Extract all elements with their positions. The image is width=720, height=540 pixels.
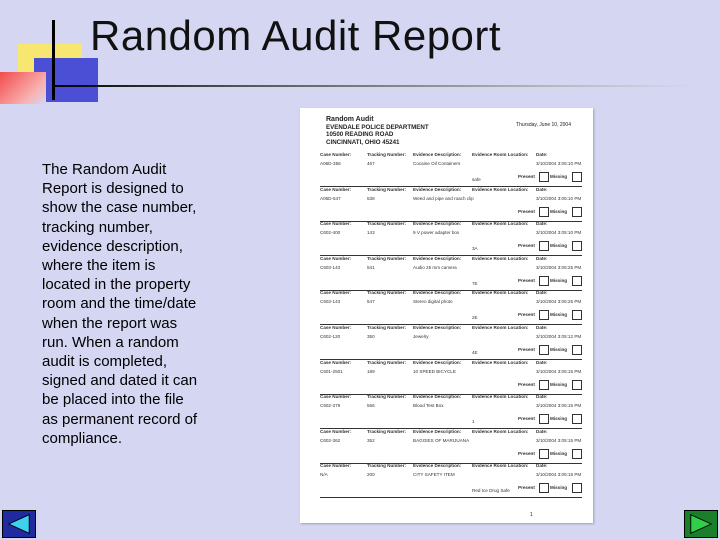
record-date-label: Date: [536, 221, 548, 227]
record-date-value: 3/10/2004 3:05:10 PM [536, 161, 582, 166]
record-date-value: 3/10/2004 3:05:15 PM [536, 368, 582, 374]
record-present-checkbox [539, 380, 549, 390]
record-missing-label: Missing [550, 243, 568, 249]
record-location-value: 2E [472, 315, 478, 321]
record-room-label: Evidence Room Location: [472, 359, 529, 365]
record-missing-label: Missing [550, 174, 568, 179]
record-case-value: C603-143 [320, 299, 341, 305]
record-case-value: C601-2501 [320, 368, 343, 374]
record-evidence-value: 10 SPEED BICYCLE [413, 368, 456, 374]
report-thumbnail [300, 108, 593, 523]
record-date-value: 3/10/2004 3:05:10 PM [536, 230, 582, 236]
report-street: 10500 READING ROAD [326, 131, 394, 139]
decor-horizontal-rule [52, 85, 690, 87]
record-present-label: Present [518, 312, 535, 318]
record-evidence-label: Evidence Description: [413, 152, 462, 157]
next-arrow-icon [685, 511, 717, 537]
record-present-label: Present [518, 208, 535, 214]
decor-red-square [0, 72, 46, 104]
record-present-checkbox [539, 276, 549, 286]
record-missing-label: Missing [550, 381, 568, 387]
record-evidence-label: Evidence Description: [413, 255, 462, 261]
record-tracking-value: 350 [367, 334, 375, 339]
report-record [320, 463, 582, 498]
record-tracking-label: Tracking Number: [367, 463, 407, 469]
record-date-label: Date: [536, 359, 548, 365]
record-case-label: Case Number: [320, 255, 352, 261]
record-case-label: Case Number: [320, 463, 352, 469]
record-date-label: Date: [536, 290, 548, 296]
report-record [320, 152, 582, 187]
record-location-value: safe [472, 177, 481, 182]
record-date-value: 3/10/2004 3:05:15 PM [536, 437, 582, 443]
record-case-value: N/A [320, 472, 328, 478]
record-evidence-value: BAGGIES OF MARIJUANA [413, 437, 470, 443]
record-room-label: Evidence Room Location: [472, 428, 529, 434]
record-missing-checkbox [572, 276, 582, 286]
record-present-checkbox [539, 310, 549, 320]
record-case-value: C602-362 [320, 437, 341, 443]
prev-slide-button[interactable] [2, 510, 36, 538]
record-tracking-label: Tracking Number: [367, 152, 407, 157]
record-present-label: Present [518, 277, 535, 283]
slide-body-text: The Random Audit Report is designed to show the case number, tracking number, evidence description, where the item is located in the property room and the time/date when the report was run. When a random audit is completed, signed and dated it can be placed into the file as permanent record of compliance. [42, 161, 198, 447]
record-tracking-label: Tracking Number: [367, 359, 407, 365]
record-case-label: Case Number: [320, 221, 352, 227]
record-present-label: Present [518, 485, 535, 491]
report-heading: Random Audit [326, 116, 374, 123]
record-tracking-value: 189 [367, 368, 375, 374]
record-missing-label: Missing [550, 277, 568, 283]
record-evidence-value: Blood Test Box [413, 403, 444, 409]
record-case-label: Case Number: [320, 325, 352, 330]
record-tracking-value: 556 [367, 403, 375, 409]
record-evidence-value: Weed and pipe and roach clip [413, 195, 474, 201]
record-evidence-value: Cocaine Oil Containers [413, 161, 461, 166]
record-case-value: A06D-547 [320, 195, 341, 201]
record-missing-checkbox [572, 310, 582, 320]
record-date-value: 3/10/2004 3:05:25 PM [536, 264, 582, 270]
record-evidence-value: CITY SAFETY ITEM [413, 472, 455, 478]
record-room-label: Evidence Room Location: [472, 255, 529, 261]
record-room-label: Evidence Room Location: [472, 186, 529, 192]
record-evidence-label: Evidence Description: [413, 325, 462, 330]
record-missing-label: Missing [550, 312, 568, 318]
slide-title: Random Audit Report [90, 12, 502, 59]
record-case-value: C602-379 [320, 403, 341, 409]
record-location-value: 7E [472, 280, 478, 286]
record-missing-checkbox [572, 380, 582, 390]
record-location-value: 3A [472, 246, 478, 252]
record-tracking-label: Tracking Number: [367, 394, 407, 400]
record-case-value: A06D-356 [320, 161, 341, 166]
record-missing-checkbox [572, 414, 582, 424]
record-date-value: 3/10/2004 3:05:15 PM [536, 472, 582, 478]
record-case-value: C602-120 [320, 334, 341, 339]
decor-vertical-rule [52, 20, 55, 100]
record-present-checkbox [539, 414, 549, 424]
record-room-label: Evidence Room Location: [472, 325, 529, 330]
record-date-value: 3/10/2004 3:05:10 PM [536, 195, 582, 201]
record-room-label: Evidence Room Location: [472, 463, 529, 469]
record-case-label: Case Number: [320, 394, 352, 400]
record-tracking-label: Tracking Number: [367, 255, 407, 261]
record-evidence-label: Evidence Description: [413, 221, 462, 227]
record-missing-checkbox [572, 241, 582, 251]
record-present-checkbox [539, 345, 549, 355]
record-present-label: Present [518, 450, 535, 456]
record-case-value: C602-400 [320, 230, 341, 236]
record-missing-checkbox [572, 172, 582, 182]
record-present-label: Present [518, 381, 535, 387]
record-missing-label: Missing [550, 450, 568, 456]
record-tracking-label: Tracking Number: [367, 428, 407, 434]
record-case-label: Case Number: [320, 290, 352, 296]
prev-arrow-icon [3, 511, 35, 537]
record-tracking-label: Tracking Number: [367, 221, 407, 227]
record-evidence-value: 9 V power adapter box [413, 230, 460, 236]
report-record [320, 187, 582, 222]
record-present-label: Present [518, 416, 535, 422]
record-evidence-label: Evidence Description: [413, 463, 462, 469]
record-missing-label: Missing [550, 485, 568, 491]
record-tracking-value: 467 [367, 161, 375, 166]
report-city: CINCINNATI, OHIO 45241 [326, 138, 400, 146]
record-date-label: Date: [536, 463, 548, 469]
record-evidence-value: Stereo digital photo [413, 299, 453, 305]
record-room-label: Evidence Room Location: [472, 152, 529, 157]
record-location-value: 4E [472, 350, 478, 355]
record-missing-checkbox [572, 345, 582, 355]
record-date-label: Date: [536, 186, 548, 192]
record-evidence-label: Evidence Description: [413, 290, 462, 296]
record-missing-label: Missing [550, 347, 568, 352]
record-present-label: Present [518, 243, 535, 249]
record-room-label: Evidence Room Location: [472, 290, 529, 296]
record-date-value: 3/10/2004 3:05:12 PM [536, 334, 582, 339]
record-tracking-label: Tracking Number: [367, 186, 407, 192]
report-record [320, 221, 582, 256]
record-tracking-label: Tracking Number: [367, 290, 407, 296]
record-tracking-value: 547 [367, 299, 375, 305]
record-evidence-label: Evidence Description: [413, 186, 462, 192]
record-date-value: 3/10/2004 3:05:15 PM [536, 403, 582, 409]
record-missing-checkbox [572, 449, 582, 459]
report-record [320, 290, 582, 325]
record-evidence-label: Evidence Description: [413, 394, 462, 400]
record-evidence-label: Evidence Description: [413, 428, 462, 434]
report-record [320, 394, 582, 429]
record-evidence-value: Audio 25 mm camera [413, 264, 457, 270]
report-record [320, 256, 582, 291]
record-evidence-value: Jewelry [413, 334, 429, 339]
record-present-label: Present [518, 174, 535, 179]
record-location-value: Red Ice Drug Safe [472, 488, 510, 494]
record-case-label: Case Number: [320, 186, 352, 192]
record-missing-checkbox [572, 483, 582, 493]
record-tracking-value: 541 [367, 264, 375, 270]
record-room-label: Evidence Room Location: [472, 394, 529, 400]
record-case-label: Case Number: [320, 359, 352, 365]
record-case-label: Case Number: [320, 428, 352, 434]
report-date: Thursday, June 10, 2004 [516, 122, 571, 128]
report-record [320, 325, 582, 360]
record-date-label: Date: [536, 428, 548, 434]
record-tracking-value: 143 [367, 230, 375, 236]
record-missing-label: Missing [550, 208, 568, 214]
record-present-label: Present [518, 347, 535, 352]
record-present-checkbox [539, 241, 549, 251]
next-slide-button[interactable] [684, 510, 718, 538]
record-date-label: Date: [536, 255, 548, 261]
record-date-value: 3/10/2004 3:05:25 PM [536, 299, 582, 305]
record-date-label: Date: [536, 325, 548, 330]
record-tracking-value: 200 [367, 472, 375, 478]
record-date-label: Date: [536, 152, 548, 157]
report-header [326, 116, 429, 146]
record-location-value: 1 [472, 419, 475, 425]
record-tracking-value: 352 [367, 437, 375, 443]
record-missing-label: Missing [550, 416, 568, 422]
record-missing-checkbox [572, 207, 582, 217]
record-present-checkbox [539, 449, 549, 459]
record-tracking-label: Tracking Number: [367, 325, 407, 330]
record-evidence-label: Evidence Description: [413, 359, 462, 365]
record-case-value: C603-143 [320, 264, 341, 270]
record-date-label: Date: [536, 394, 548, 400]
record-present-checkbox [539, 483, 549, 493]
report-org: EVENDALE POLICE DEPARTMENT [326, 123, 429, 131]
record-present-checkbox [539, 207, 549, 217]
record-case-label: Case Number: [320, 152, 352, 157]
record-room-label: Evidence Room Location: [472, 221, 529, 227]
report-record [320, 429, 582, 464]
record-present-checkbox [539, 172, 549, 182]
report-record [320, 360, 582, 395]
record-tracking-value: 538 [367, 195, 375, 201]
report-page-number: 1 [530, 512, 533, 518]
